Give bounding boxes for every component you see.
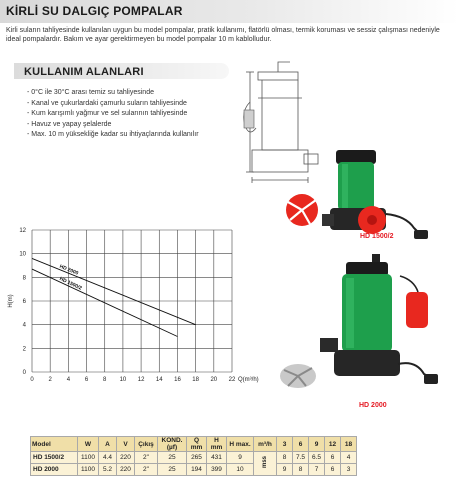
x-tick-label: 12 xyxy=(137,377,145,383)
cell-flow: 7 xyxy=(309,464,325,476)
y-tick-label: 12 xyxy=(19,228,26,234)
plug-icon xyxy=(424,374,438,384)
cell-w: 1100 xyxy=(78,452,99,464)
cell-hmax: 9 xyxy=(227,452,254,464)
usage-list xyxy=(27,88,199,141)
cell-flow: 8 xyxy=(293,464,309,476)
header-model: Model xyxy=(31,437,78,452)
pump-hd1500-image xyxy=(282,150,442,242)
model-label-hd2000: HD 2000 xyxy=(359,402,387,409)
cell-kond: 25 xyxy=(158,452,187,464)
cell-a: 4.4 xyxy=(99,452,117,464)
chart-grid xyxy=(32,230,232,372)
cell-flow: 9 xyxy=(277,464,293,476)
y-tick-label: 0 xyxy=(22,370,26,376)
cell-v: 220 xyxy=(117,452,135,464)
x-tick-label: 0 xyxy=(30,377,34,383)
header-q: Q mm xyxy=(187,437,207,452)
series-line xyxy=(32,258,196,324)
header-h: H mm xyxy=(207,437,227,452)
cell-unit xyxy=(254,452,277,476)
header-kond: KOND. (µf) xyxy=(158,437,187,452)
x-tick-label: 16 xyxy=(174,377,181,383)
x-tick-label: 6 xyxy=(84,377,89,383)
pump-hd2000-image xyxy=(280,252,445,400)
float-switch-drawing xyxy=(244,110,254,128)
cell-kond: 25 xyxy=(158,464,187,476)
x-tick-label: 4 xyxy=(66,377,71,383)
cell-a: 5.2 xyxy=(99,464,117,476)
cell-flow: 6 xyxy=(325,452,341,464)
y-axis-label: H(m) xyxy=(8,294,14,308)
header-cikis: Çıkış xyxy=(135,437,158,452)
x-ticks xyxy=(30,377,236,383)
x-tick-label: 20 xyxy=(210,377,218,383)
x-tick-label: 2 xyxy=(48,377,52,383)
cell-flow: 4 xyxy=(341,452,357,464)
y-tick-label: 8 xyxy=(22,275,26,282)
table-row xyxy=(31,452,357,464)
cell-model: HD 2000 xyxy=(31,464,78,476)
usage-item: - 0°C ile 30°C arası temiz su tahliyesinde xyxy=(27,89,154,96)
x-tick-label: 10 xyxy=(119,377,127,383)
float-switch xyxy=(406,292,428,328)
usage-item: - Kum karışımlı yağmur ve sel sularının tahliyesinde xyxy=(27,110,188,118)
cell-flow: 3 xyxy=(341,464,357,476)
unit-label: mss xyxy=(262,456,268,469)
usage-item: - Havuz ve yapay şelalerde xyxy=(27,120,112,128)
series-label: HD 1500/2 xyxy=(58,276,83,292)
performance-chart xyxy=(0,222,282,392)
y-tick-label: 4 xyxy=(22,322,26,329)
header-v: V xyxy=(117,437,135,452)
header-a: A xyxy=(99,437,117,452)
cell-h: 399 xyxy=(207,464,227,476)
intro-text: Kirli suların tahliyesinde kullanılan uygun bu model pompalar, pratik kullanımı, flatörlü olması, termik koruması ve sessiz çalışması nedeniyle ideal pompalardır. Bakım ve ayar gerektirmeyen bu model pompalar 10 m kablolludur. xyxy=(6,27,440,43)
plug-icon xyxy=(414,230,428,239)
x-axis-label: Q(m³/h) xyxy=(238,377,259,383)
cell-hmax: 10 xyxy=(227,464,254,476)
table-row xyxy=(31,464,357,476)
spec-table xyxy=(30,436,357,476)
cell-cikis: 2" xyxy=(135,464,158,476)
page-title: KİRLİ SU DALGIÇ POMPALAR xyxy=(6,4,183,18)
header-flow-12: 12 xyxy=(325,437,341,452)
y-tick-label: 6 xyxy=(22,299,26,305)
y-tick-label: 10 xyxy=(19,251,26,258)
header-flow-6: 6 xyxy=(293,437,309,452)
cell-v: 220 xyxy=(117,464,135,476)
usage-item: - Kanal ve çukurlardaki çamurlu suların tahliyesinde xyxy=(27,99,187,107)
header-flow-9: 9 xyxy=(309,437,325,452)
cell-flow: 8 xyxy=(277,452,293,464)
x-tick-label: 14 xyxy=(155,377,163,383)
cell-w: 1100 xyxy=(78,464,99,476)
series-label: HD 2000 xyxy=(58,263,80,277)
cell-flow: 6.5 xyxy=(309,452,325,464)
header-flow-3: 3 xyxy=(277,437,293,452)
x-tick-label: 22 xyxy=(228,377,236,383)
model-label-hd1500: HD 1500/2 xyxy=(360,233,394,240)
header-flow-18: 18 xyxy=(341,437,357,452)
usage-item: - Max. 10 m yüksekliğe kadar su ihtiyaçlarında kullanılır xyxy=(27,131,199,139)
header-w: W xyxy=(78,437,99,452)
y-tick-label: 2 xyxy=(22,346,26,353)
cell-h: 431 xyxy=(207,452,227,464)
cell-q: 265 xyxy=(187,452,207,464)
cell-q: 194 xyxy=(187,464,207,476)
x-tick-label: 18 xyxy=(192,377,199,383)
header-hmax: H max. xyxy=(227,437,254,452)
x-tick-label: 8 xyxy=(103,377,107,383)
cell-flow: 7.5 xyxy=(293,452,309,464)
cell-flow: 6 xyxy=(325,464,341,476)
cell-cikis: 2" xyxy=(135,452,158,464)
table-header-row xyxy=(31,437,357,452)
y-ticks xyxy=(19,228,26,376)
cell-model: HD 1500/2 xyxy=(31,452,78,464)
header-flow-unit: m³/h xyxy=(254,437,277,452)
section-title: KULLANIM ALANLARI xyxy=(24,66,144,78)
